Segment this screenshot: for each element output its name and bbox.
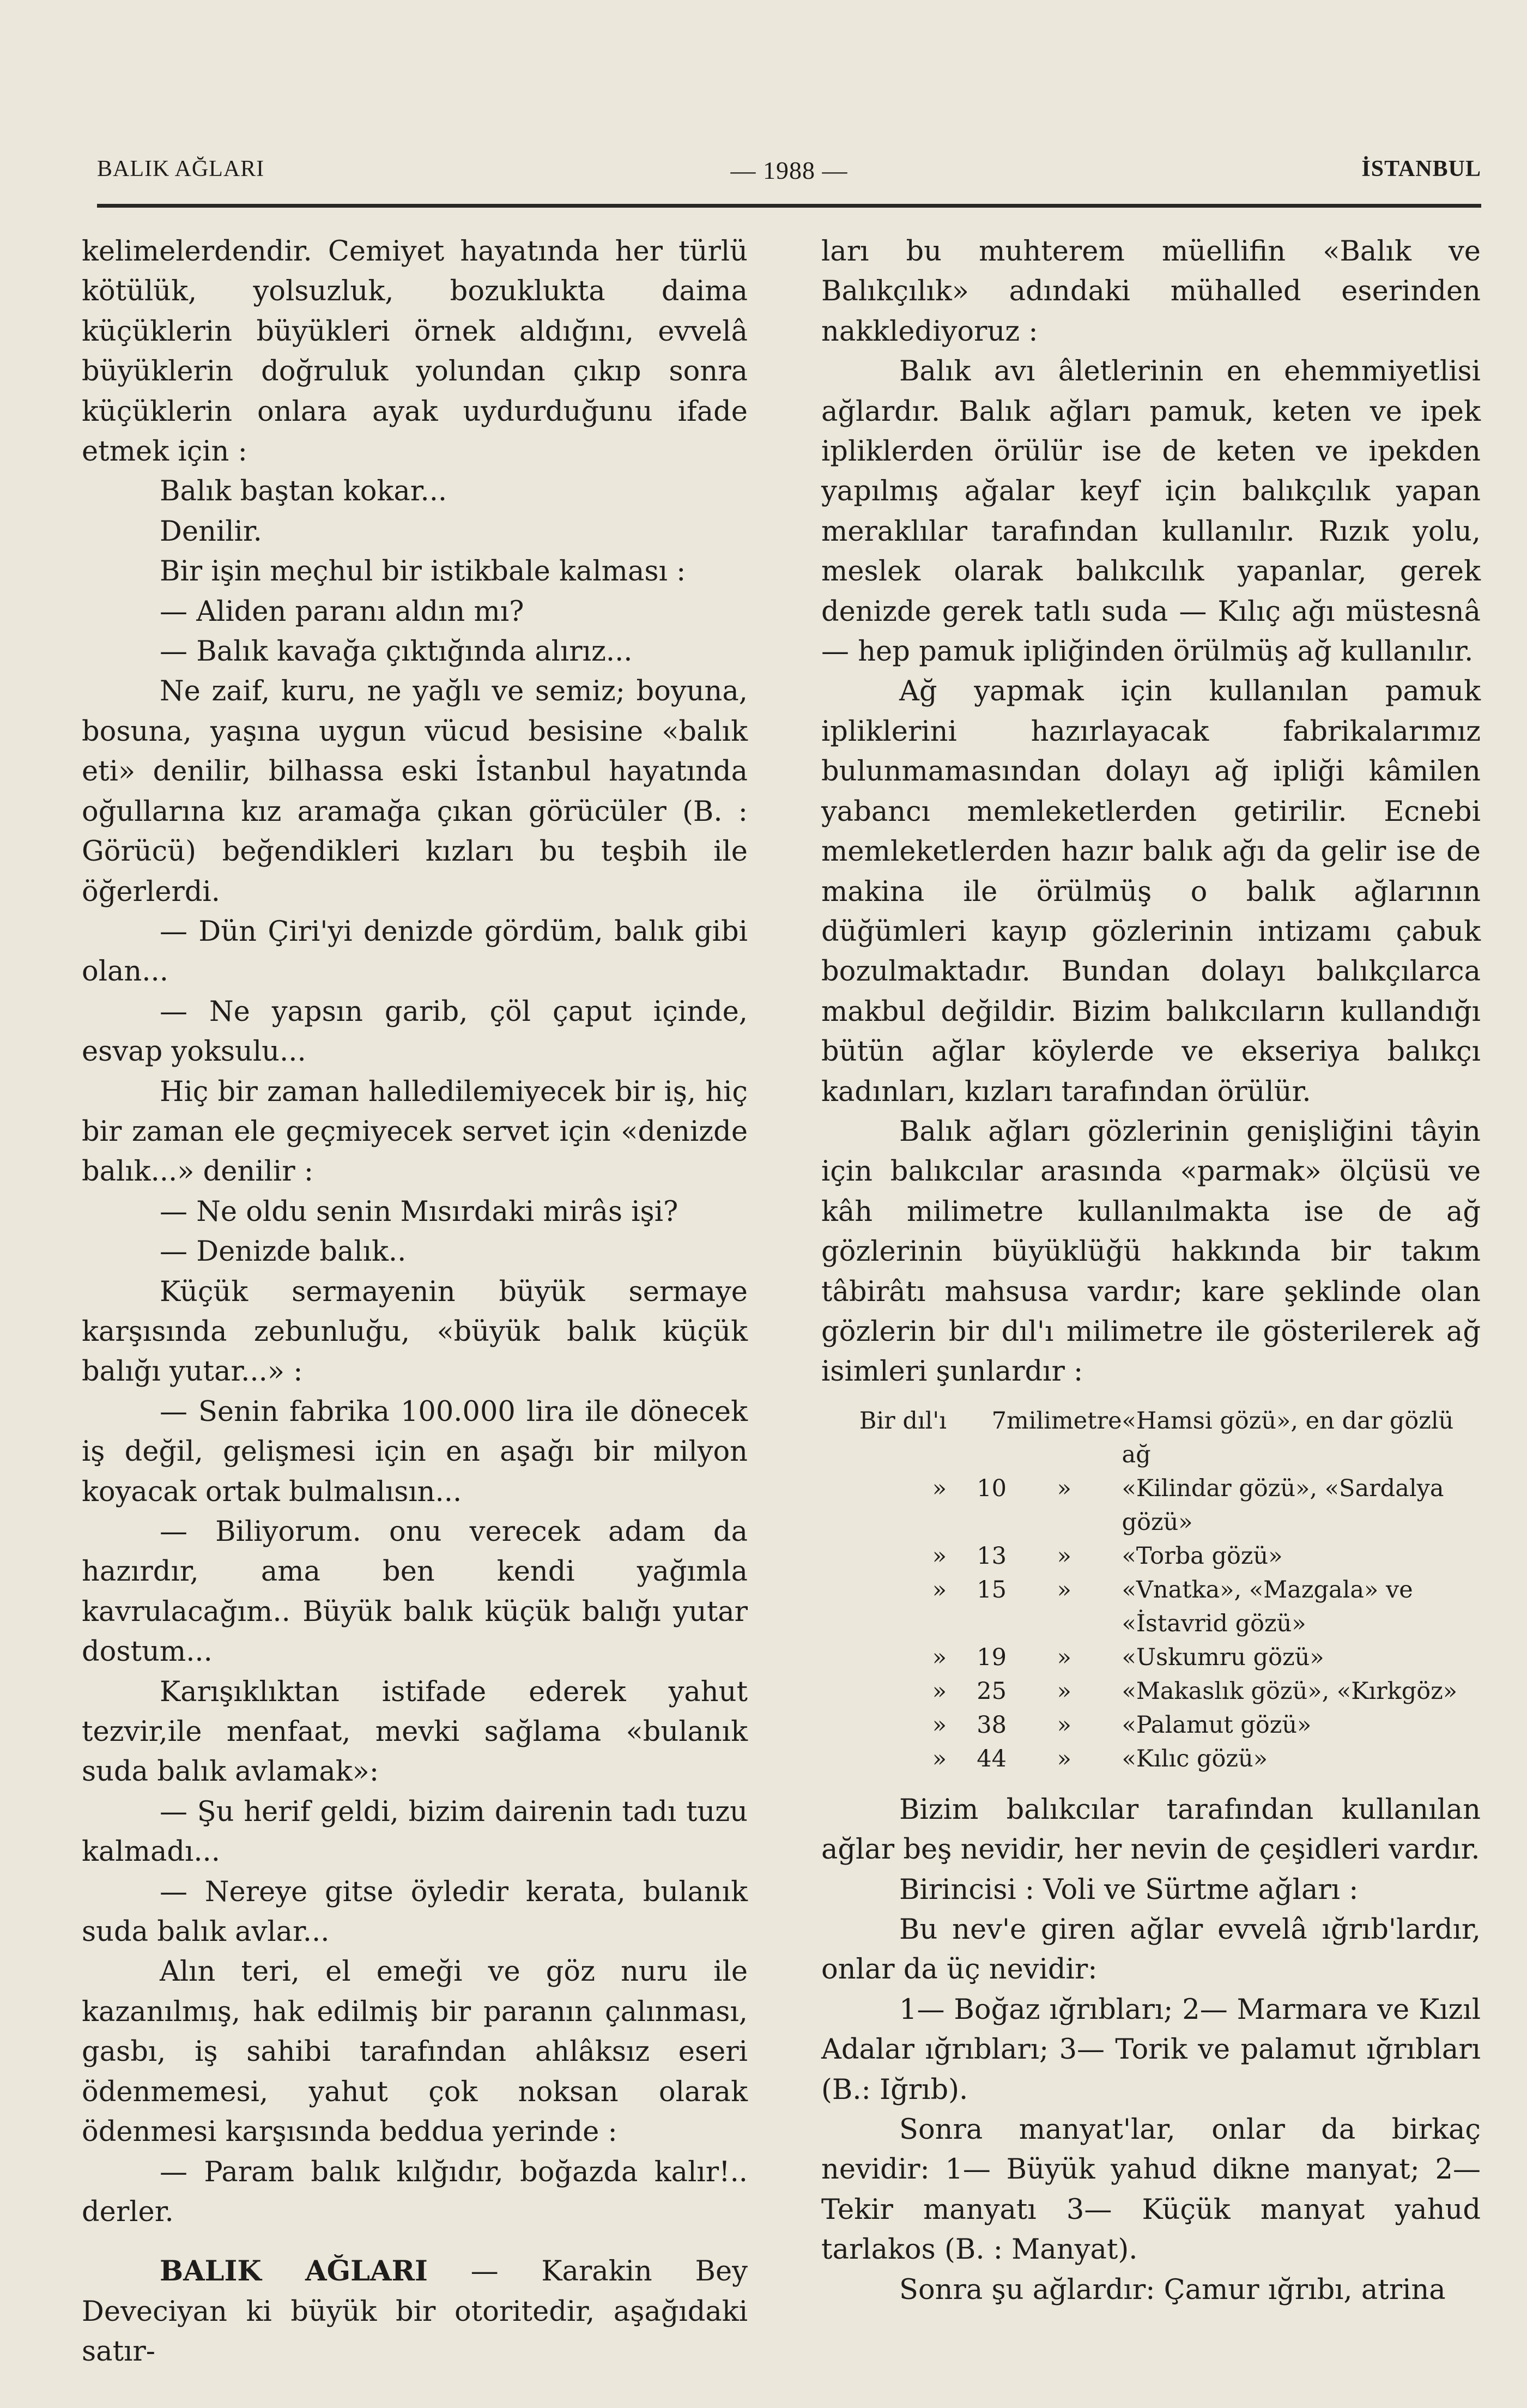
- paragraph: — Denizde balık..: [160, 1236, 407, 1268]
- paragraph: Balık avı âletlerinin en ehemmiyetlisi ağlardır. Balık ağları pamuk, keten ve ipek ipliklerden örülür ise de keten ve ipekden yapılmış ağalar keyf için balıkçılık yapan meraklılar tarafından kullanılır. Rızık yolu, meslek olarak balıkcılık yapanlar, gerek denizde gerek tatlı suda — Kılıç ağı müstesnâ — hep pamuk ipliğinden örülmüş ağ kullanılır.: [821, 355, 1481, 668]
- paragraph: — Dün Çiri'yi denizde gördüm, balık gibi olan...: [82, 915, 748, 988]
- table-cell: »: [1057, 1711, 1071, 1739]
- table-cell: «Palamut gözü»: [1122, 1711, 1312, 1739]
- table-cell: »: [932, 1643, 947, 1671]
- paragraph: — Biliyorum. onu verecek adam da hazırdır, ama ben kendi yağımla kavrulacağım.. Büyük balık küçük balığı yutar dostum...: [82, 1516, 748, 1668]
- paragraph: — Balık kavağa çıktığında alırız...: [160, 636, 633, 668]
- table-cell: 15: [977, 1576, 1007, 1604]
- table-row: [821, 1404, 1481, 1472]
- paragraph: — Param balık kılğıdır, boğazda kalır!.. derler.: [82, 2156, 748, 2228]
- table-cell: »: [932, 1576, 947, 1604]
- table-row: [821, 1539, 1481, 1573]
- paragraph: Ne zaif, kuru, ne yağlı ve semiz; boyuna, bosuna, yaşına uygun vücud besisine «balık eti» denilir, bilhassa eski İstanbul hayatında oğullarına kız aramağa çıkan görücüler (B. : Görücü) beğendikleri kızları bu teşbih ile öğerlerdi.: [82, 675, 748, 908]
- table-cell: «Makaslık gözü», «Kırkgöz»: [1122, 1677, 1458, 1705]
- spacer: [82, 2232, 748, 2252]
- table-cell: 38: [977, 1711, 1007, 1739]
- mesh-size-table: [821, 1404, 1481, 1776]
- table-row: [821, 1472, 1481, 1539]
- table-cell: «Hamsi gözü», en dar gözlü ağ: [1122, 1407, 1454, 1468]
- paragraph: Sonra şu ağlardır: Çamur ığrıbı, atrina: [899, 2273, 1446, 2306]
- table-cell: «Kılıc gözü»: [1122, 1745, 1268, 1772]
- table-cell: «Torba gözü»: [1122, 1542, 1283, 1570]
- paragraph: ları bu muhterem müellifin «Balık ve Balıkçılık» adındaki mühalled eserinden nakklediyoruz :: [821, 235, 1481, 348]
- paragraph: — Aliden paranı aldın mı?: [160, 595, 524, 628]
- paragraph: — Senin fabrika 100.000 lira ile dönecek iş değil, gelişmesi için en aşağı bir milyon koyacak ortak bulmalısın...: [82, 1395, 748, 1508]
- paragraph: — Nereye gitse öyledir kerata, bulanık suda balık avlar...: [82, 1875, 748, 1949]
- table-cell: 19: [977, 1643, 1007, 1671]
- table-cell: 25: [977, 1677, 1007, 1705]
- table-cell: milimetre: [1007, 1407, 1122, 1435]
- paragraph: Balık ağları gözlerinin genişliğini tâyin için balıkcılar arasında «parmak» ölçüsü ve kâh milimetre kullanılmakta ise de ağ gözlerinin büyüklüğü hakkında bir takım tâbirâtı mahsusa vardır; kare şeklinde olan gözlerin bir dıl'ı milimetre ile gösterilerek ağ isimleri şunlardır :: [821, 1115, 1481, 1388]
- header-rule: [97, 204, 1481, 208]
- paragraph: Hiç bir zaman halledilemiyecek bir iş, hiç bir zaman ele geçmiyecek servet için «denizde balık...» denilir :: [82, 1075, 748, 1188]
- table-cell: 7: [991, 1407, 1007, 1435]
- table-cell: 10: [977, 1474, 1007, 1502]
- paragraph: Küçük sermayenin büyük sermaye karşısında zebunluğu, «büyük balık küçük balığı yutar...» :: [82, 1275, 748, 1388]
- table-cell: «Uskumru gözü»: [1122, 1643, 1324, 1671]
- table-cell: »: [932, 1745, 947, 1772]
- table-row: [821, 1674, 1481, 1708]
- paragraph: Bizim balıkcılar tarafından kullanılan ağlar beş nevidir, her nevin de çeşidleri vardır.: [821, 1793, 1481, 1866]
- table-cell: »: [1057, 1576, 1071, 1604]
- left-column: [82, 232, 748, 2372]
- entry-heading: BALIK AĞLARI: [160, 2255, 428, 2288]
- table-cell: »: [932, 1474, 947, 1502]
- table-cell: »: [1057, 1677, 1071, 1705]
- table-cell: Bir dıl'ı: [859, 1407, 947, 1435]
- paragraph: 1— Boğaz ığrıbları; 2— Marmara ve Kızıl Adalar ığrıbları; 3— Torik ve palamut ığrıbları (B.: Iğrıb).: [821, 1993, 1481, 2106]
- header-page-number: — 1988 —: [730, 156, 848, 184]
- table-cell: »: [1057, 1474, 1071, 1502]
- right-column: [821, 232, 1481, 2310]
- paragraph: — Ne oldu senin Mısırdaki mirâs işi?: [160, 1195, 678, 1228]
- paragraph: Bu nev'e giren ağlar evvelâ ığrıb'lardır, onlar da üç nevidir:: [821, 1914, 1481, 1986]
- table-cell: «Vnatka», «Mazgala» ve «İstavrid gözü»: [1122, 1576, 1413, 1637]
- header-encyclopedia-title: İSTANBUL: [1361, 156, 1481, 181]
- paragraph: Balık baştan kokar...: [160, 475, 447, 508]
- table-cell: »: [1057, 1643, 1071, 1671]
- paragraph: Denilir.: [160, 515, 262, 548]
- table-cell: 44: [977, 1745, 1007, 1772]
- table-cell: »: [932, 1711, 947, 1739]
- paragraph: Karışıklıktan istifade ederek yahut tezvir,ile menfaat, mevki sağlama «bulanık suda balık avlamak»:: [82, 1675, 748, 1788]
- table-cell: »: [932, 1542, 947, 1570]
- running-header: [97, 156, 1481, 189]
- table-cell: «Kilindar gözü», «Sardalya gözü»: [1122, 1474, 1444, 1536]
- entry-text: — Karakin Bey Deveciyan ki büyük bir otoritedir, aşağıdaki satır-: [82, 2255, 748, 2368]
- table-cell: 13: [977, 1542, 1007, 1570]
- table-row: [821, 1573, 1481, 1641]
- table-cell: »: [932, 1677, 947, 1705]
- table-cell: »: [1057, 1542, 1071, 1570]
- table-cell: »: [1057, 1745, 1071, 1772]
- paragraph: Birincisi : Voli ve Sürtme ağları :: [899, 1873, 1359, 1906]
- entry-paragraph: [82, 2252, 748, 2371]
- paragraph: Alın teri, el emeği ve göz nuru ile kazanılmış, hak edilmiş bir paranın çalınması, gasbı, iş sahibi tarafından ahlâksız eseri ödenmemesi, yahut çok noksan olarak ödenmesi karşısında beddua yerinde :: [82, 1956, 748, 2149]
- paragraph: — Ne yapsın garib, çöl çaput içinde, esvap yoksulu...: [82, 995, 748, 1068]
- paragraph: kelimelerdendir. Cemiyet hayatında her türlü kötülük, yolsuzluk, bozuklukta daima küçüklerin büyükleri örnek aldığını, evvelâ büyüklerin doğruluk yolundan çıkıp sonra küçüklerin onlara ayak uydurduğunu ifade etmek için :: [82, 235, 748, 468]
- table-row: [821, 1708, 1481, 1742]
- paragraph: Bir işin meçhul bir istikbale kalması :: [160, 555, 686, 588]
- table-row: [821, 1742, 1481, 1776]
- paragraph: Ağ yapmak için kullanılan pamuk ipliklerini hazırlayacak fabrikalarımız bulunmamasından dolayı ağ ipliği kâmilen yabancı memleketlerden getirilir. Ecnebi memleketlerden hazır balık ağı da gelir ise de makina ile örülmüş o balık ağlarının düğümleri kayıp gözlerinin intizamı çabuk bozulmaktadır. Bundan dolayı balıkçılarca makbul değildir. Bizim balıkcıların kullandığı bütün ağlar köylerde ve ekseriya balıkçı kadınları, kızları tarafından örülür.: [821, 675, 1481, 1108]
- table-row: [821, 1641, 1481, 1674]
- paragraph: Sonra manyat'lar, onlar da birkaç nevidir: 1— Büyük yahud dikne manyat; 2— Tekir manyatı 3— Küçük manyat yahud tarlakos (B. : Manyat).: [821, 2114, 1481, 2266]
- header-section-title: BALIK AĞLARI: [97, 156, 265, 181]
- paragraph: — Şu herif geldi, bizim dairenin tadı tuzu kalmadı...: [82, 1795, 748, 1868]
